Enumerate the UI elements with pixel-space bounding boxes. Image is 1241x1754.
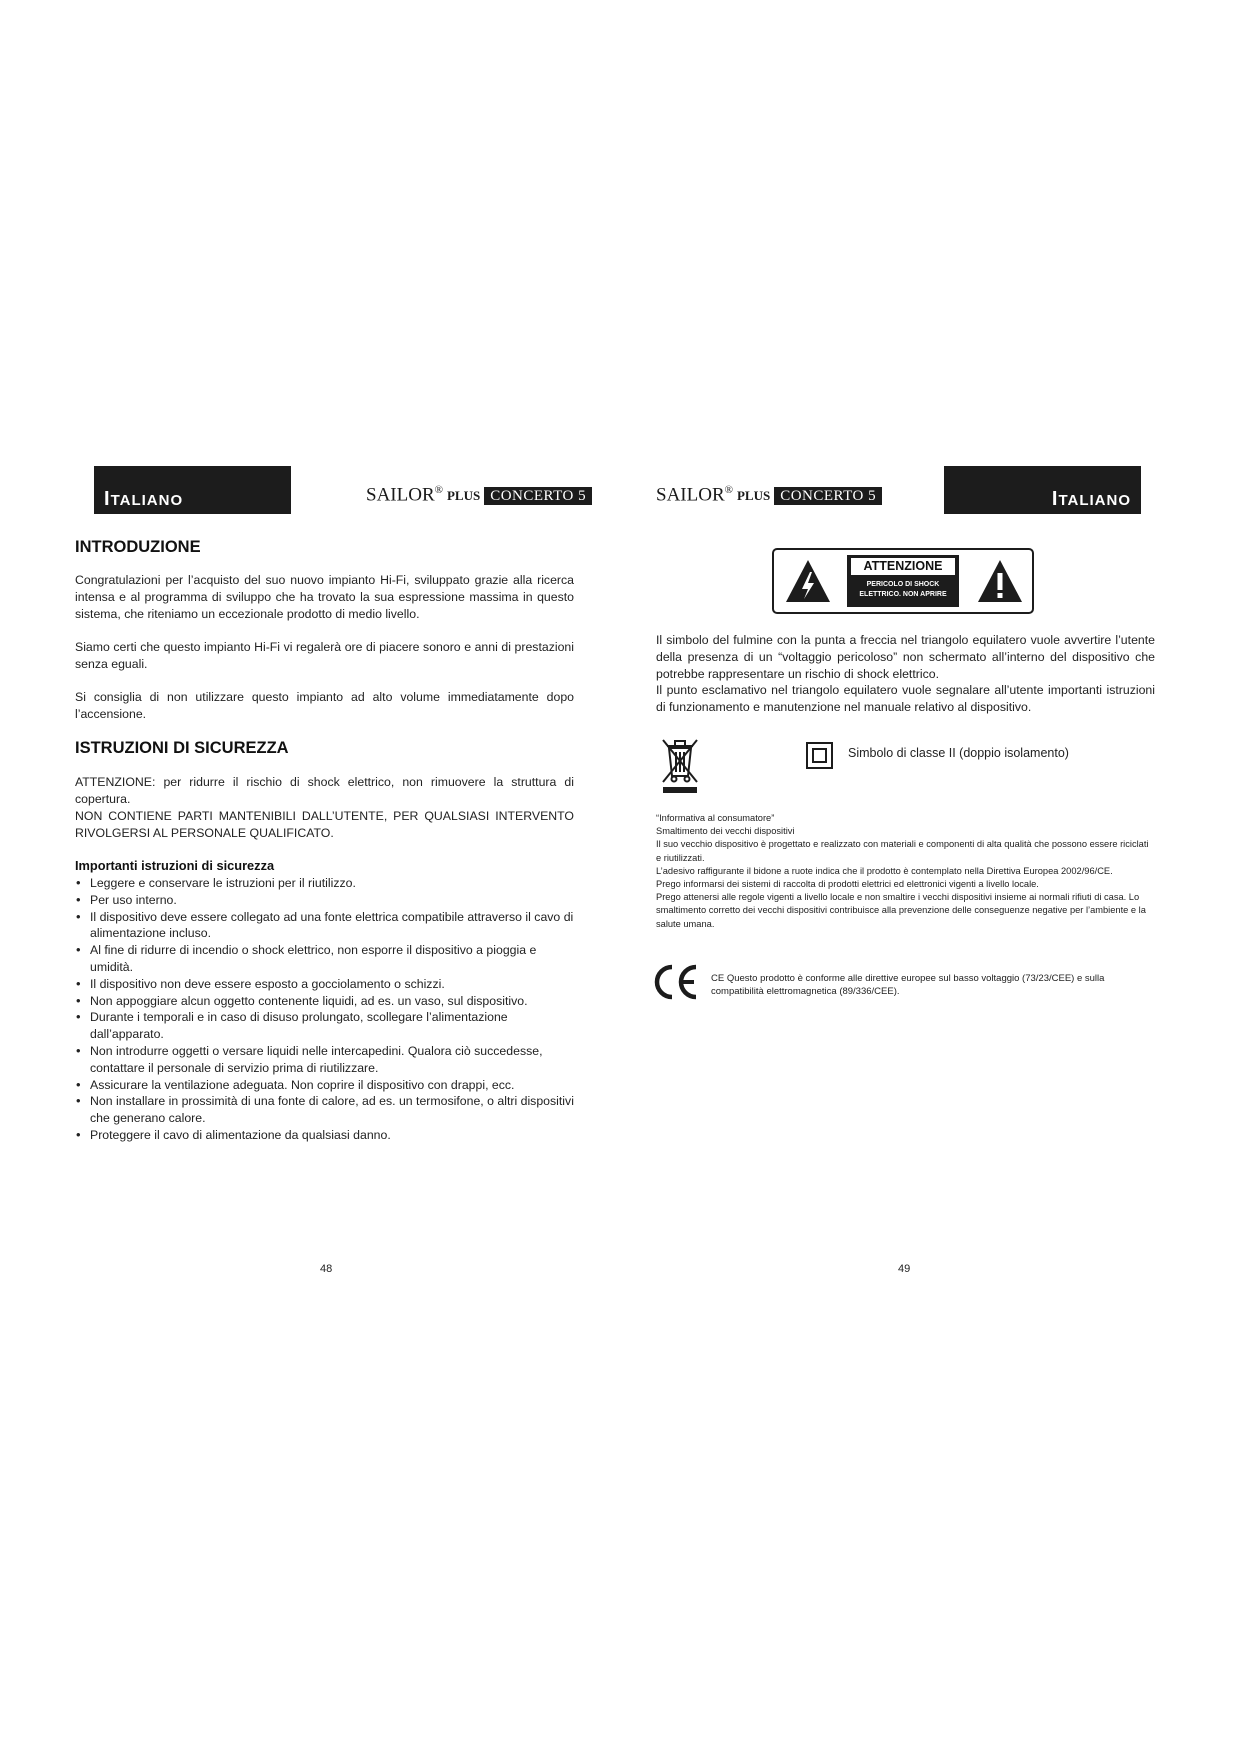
- consumer-info: [656, 812, 1156, 931]
- ce-text: CE Questo prodotto è conforme alle direttive europee sul basso voltaggio (73/23/CEE) e sulla compatibilità elettromagnetica (89/336/CEE).: [711, 973, 1105, 998]
- symbol-paragraph-2: Il punto esclamativo nel triangolo equilatero vuole segnalare all’utente importanti istruzioni di funzionamento e manutenzione nel manuale relativo al dispositivo.: [656, 683, 1155, 714]
- safety-warning-caps: NON CONTIENE PARTI MANTENIBILI DALL’UTENTE, PER QUALSIASI INTERVENTO RIVOLGERSI AL PERSONALE QUALIFICATO.: [75, 809, 574, 840]
- intro-paragraph-1: Congratulazioni per l’acquisto del suo nuovo impianto Hi-Fi, sviluppato grazie alla ricerca intensa e al programma di sviluppo che ha trovato la sua espressione massima in questo sistema, che riteniamo un eccezionale prodotto di medio livello.: [75, 573, 574, 621]
- brand-registered-mark: ®: [434, 484, 443, 496]
- symbol-paragraph-1: Il simbolo del fulmine con la punta a freccia nel triangolo equilatero vuole avvertire l’utente della presenza di un “voltaggio pericoloso” non schermato all’interno del dispositivo che potrebbe rappresentare un rischio di shock elettrico.: [656, 633, 1155, 681]
- brand-plus: PLUS: [446, 488, 481, 504]
- consumer-info-line: Smaltimento dei vecchi dispositivi: [656, 826, 795, 837]
- warning-label-title: ATTENZIONE: [851, 558, 955, 575]
- list-item: • Assicurare la ventilazione adeguata. Non coprire il dispositivo con drappi, ecc.: [75, 1077, 575, 1094]
- class-ii-label: Simbolo di classe II (doppio isolamento): [848, 746, 1069, 760]
- language-tab-right: [944, 466, 1141, 514]
- language-tab-initial: I: [1051, 488, 1059, 510]
- brand-plus: PLUS: [736, 488, 771, 504]
- language-tab-left: [94, 466, 291, 514]
- class-ii-icon: [806, 742, 833, 769]
- list-item: • Leggere e conservare le istruzioni per il riutilizzo.: [75, 875, 575, 892]
- list-item: • Durante i temporali e in caso di disuso prolungato, scollegare l’alimentazione dall’apparato.: [75, 1009, 575, 1043]
- list-item: • Non installare in prossimità di una fonte di calore, ad es. un termosifone, o altri dispositivi che generano calore.: [75, 1093, 575, 1127]
- intro-paragraph-2: Siamo certi che questo impianto Hi-Fi vi regalerà ore di piacere sonoro e anni di prestazioni senza eguali.: [75, 640, 574, 671]
- list-item: • Al fine di ridurre di incendio o shock elettrico, non esporre il dispositivo a pioggia e umidità.: [75, 942, 575, 976]
- brand-model: CONCERTO 5: [774, 487, 882, 505]
- consumer-info-line: “Informativa al consumatore”: [656, 813, 775, 823]
- warning-label-line-2: ELETTRICO. NON APRIRE: [859, 591, 947, 598]
- important-heading: Importanti istruzioni di sicurezza: [75, 858, 275, 873]
- consumer-info-line: Il suo vecchio dispositivo è progettato e realizzato con materiali e componenti di alta qualità che possono essere riciclati e riutilizzati.: [656, 839, 1149, 863]
- intro-paragraph-3: Si consiglia di non utilizzare questo impianto ad alto volume immediatamente dopo l’accensione.: [75, 690, 574, 721]
- consumer-info-line: Prego attenersi alle regole vigenti a livello locale e non smaltire i vecchi dispositivi insieme ai normali rifiuti di casa. Lo smaltimento corretto dei vecchi dispositivi contribuisce alla prevenzione delle conseguenze negative per l’ambiente e la salute umana.: [656, 892, 1146, 929]
- brand-model: CONCERTO 5: [484, 487, 592, 505]
- safety-bullet-list: [75, 875, 575, 1144]
- list-item: • Non introdurre oggetti o versare liquidi nelle intercapedini. Qualora ciò succedesse, contattare il personale di servizio prima di riutilizzare.: [75, 1043, 575, 1077]
- safety-warning: ATTENZIONE: per ridurre il rischio di shock elettrico, non rimuovere la struttura di copertura.: [75, 775, 574, 806]
- lightning-triangle-icon: [784, 558, 832, 604]
- brand-name: SAILOR: [656, 484, 725, 506]
- page-number-right: 49: [898, 1263, 911, 1275]
- ce-mark-icon: [652, 963, 700, 1001]
- brand-header-left: [366, 484, 592, 506]
- list-item: • Il dispositivo non deve essere esposto a gocciolamento o schizzi.: [75, 976, 575, 993]
- brand-registered-mark: ®: [724, 484, 733, 496]
- brand-header-right: [656, 484, 882, 506]
- list-item: • Proteggere il cavo di alimentazione da qualsiasi danno.: [75, 1127, 575, 1144]
- brand-name: SAILOR: [366, 484, 435, 506]
- intro-heading: INTRODUZIONE: [75, 538, 201, 556]
- page-number-left: 48: [320, 1263, 333, 1275]
- language-tab-rest: TALIANO: [110, 492, 184, 509]
- shock-warning-label: [772, 548, 1034, 614]
- consumer-info-line: Prego informarsi dei sistemi di raccolta di prodotti elettrici ed elettronici vigenti a livello locale.: [656, 879, 1039, 890]
- warning-label-center: [847, 555, 959, 607]
- warning-label-line-1: PERICOLO DI SHOCK: [866, 581, 940, 588]
- crossed-bin-icon: [659, 736, 701, 794]
- exclamation-triangle-icon: [976, 558, 1024, 604]
- list-item: • Non appoggiare alcun oggetto contenente liquidi, ad es. un vaso, sul dispositivo.: [75, 993, 575, 1010]
- language-tab-rest: TALIANO: [1058, 492, 1131, 509]
- list-item: • Per uso interno.: [75, 892, 575, 909]
- safety-heading: ISTRUZIONI DI SICUREZZA: [75, 739, 289, 757]
- consumer-info-line: L’adesivo raffigurante il bidone a ruote indica che il prodotto è contemplato nella Direttiva Europea 2002/96/CE.: [656, 865, 1113, 876]
- language-tab-initial: I: [104, 488, 111, 510]
- list-item: • Il dispositivo deve essere collegato ad una fonte elettrica compatibile attraverso il cavo di alimentazione incluso.: [75, 909, 575, 943]
